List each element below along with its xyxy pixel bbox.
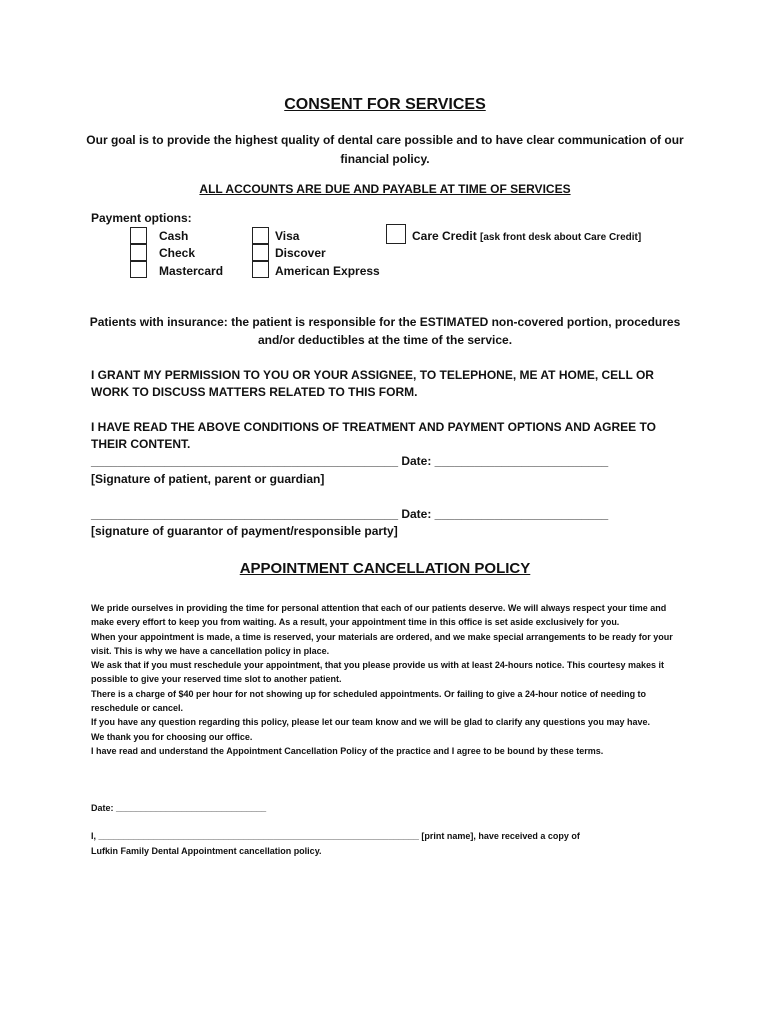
mastercard-checkbox[interactable] [130,261,147,278]
patient-signature-line[interactable]: ______________________________________________ Date: __________________________ [91,454,609,468]
discover-label: Discover [275,246,326,260]
cancellation-title: APPOINTMENT CANCELLATION POLICY [239,560,531,577]
consent-title: CONSENT FOR SERVICES [284,96,486,113]
policy-paragraph: We pride ourselves in providing the time for personal attention that each of our patients deserve. We will always respect your time and make every effort to keep you from waiting. As a result, your appointment time in this office is set aside exclusively for you. [91,603,667,628]
print-name-line[interactable]: I, ________________________________________________________________ [print name], have received a copy of [91,831,580,841]
patient-signature-label: [Signature of patient, parent or guardian] [91,472,325,486]
visa-checkbox[interactable] [252,227,269,244]
care-credit-checkbox[interactable] [386,224,406,244]
care-credit-text: Care Credit [412,229,477,243]
permission-text: I GRANT MY PERMISSION TO YOU OR YOUR ASSIGNEE, TO TELEPHONE, ME AT HOME, CELL OR WORK TO DISCUSS MATTERS RELATED TO THIS FORM. [91,368,654,399]
guarantor-signature-label: [signature of guarantor of payment/responsible party] [91,524,398,538]
visa-label: Visa [275,229,300,243]
amex-checkbox[interactable] [252,261,269,278]
discover-checkbox[interactable] [252,244,269,261]
care-credit-label [412,229,641,243]
policy-paragraph: I have read and understand the Appointment Cancellation Policy of the practice and I agree to be bound by these terms. [91,745,604,756]
agreement-text: I HAVE READ THE ABOVE CONDITIONS OF TREATMENT AND PAYMENT OPTIONS AND AGREE TO THEIR CONTENT. [91,420,656,451]
policy-paragraph: We thank you for choosing our office. [91,731,253,742]
cancellation-policy-body [91,601,691,758]
policy-paragraph: When your appointment is made, a time is reserved, your materials are ordered, and we make special arrangements to be ready for your visit. This is why we have a cancellation policy in place. [91,631,673,656]
payment-options-label: Payment options: [91,211,192,225]
cash-label: Cash [159,229,189,243]
due-heading: ALL ACCOUNTS ARE DUE AND PAYABLE AT TIME OF SERVICES [199,182,571,196]
check-checkbox[interactable] [130,244,147,261]
insurance-text: Patients with insurance: the patient is responsible for the ESTIMATED non-covered portion, procedures and/or deductibles at the time of the service. [89,315,681,347]
intro-text: Our goal is to provide the highest quality of dental care possible and to have clear communication of our financial policy. [86,133,684,166]
guarantor-signature-line[interactable]: ______________________________________________ Date: __________________________ [91,507,609,521]
amex-label: American Express [275,264,380,278]
mastercard-label: Mastercard [159,264,224,278]
policy-paragraph: If you have any question regarding this policy, please let our team know and we will be glad to clarify any questions you may have. [91,717,650,728]
cash-checkbox[interactable] [130,227,147,244]
check-label: Check [159,246,196,260]
care-credit-note: [ask front desk about Care Credit] [480,232,642,243]
policy-paragraph: We ask that if you must reschedule your appointment, that you please provide us with at least 24-hours notice. This courtesy makes it possible to give your reserved time slot to another patient. [91,660,664,685]
policy-paragraph: There is a charge of $40 per hour for not showing up for scheduled appointments. Or failing to give a 24-hour notice of needing to reschedule or cancel. [91,688,647,714]
cancellation-date-line[interactable]: Date: ______________________________ [91,803,267,813]
print-name-line-continued: Lufkin Family Dental Appointment cancellation policy. [91,846,322,856]
